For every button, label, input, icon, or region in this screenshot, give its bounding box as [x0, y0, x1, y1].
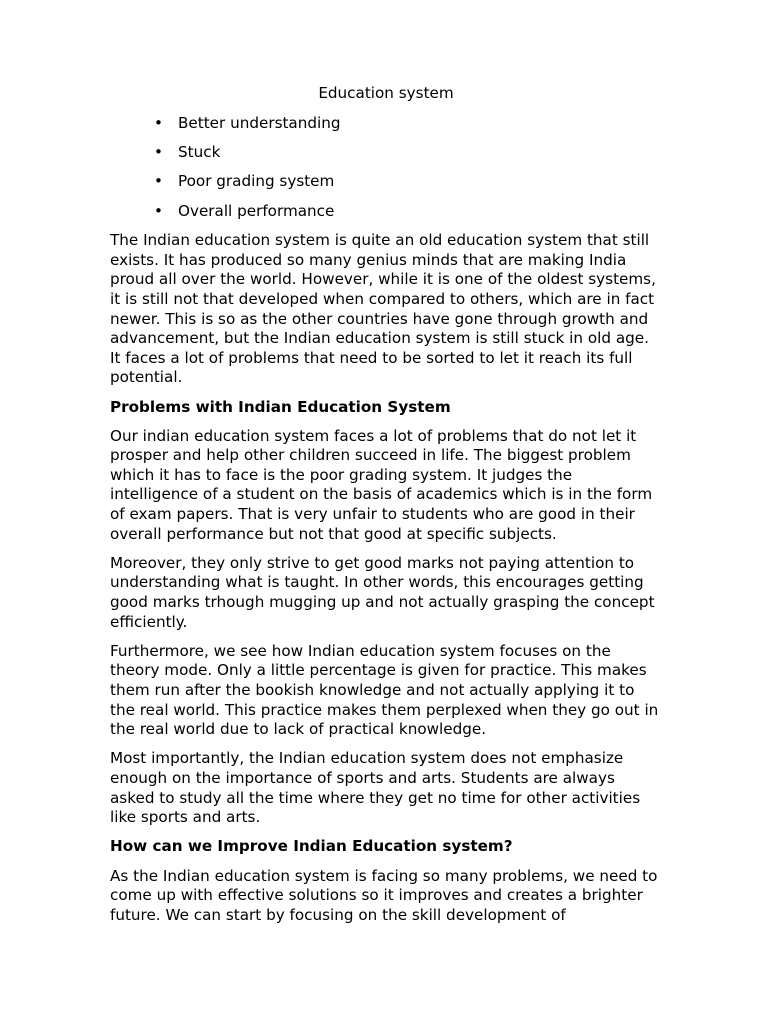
body-paragraph: As the Indian education system is facing so many problems, we need to come up with effective solutions so it improves and creates a brighter future. We can start by focusing on the skill development of [110, 866, 658, 924]
intro-paragraph: The Indian education system is quite an old education system that still exists. It has produced so many genius minds that are making India proud all over the world. However, while it is one of the oldest systems, it is still not that developed when compared to others, which are in fact newer. This is so as the other countries have gone through growth and advancement, but the Indian education system is still stuck in old age. It faces a lot of problems that need to be sorted to let it reach its full potential. [110, 231, 656, 387]
bullet-icon: • [154, 201, 163, 220]
section-heading-problems: Problems with Indian Education System [110, 397, 451, 416]
bullet-item [110, 202, 662, 222]
bullet-text: Overall performance [178, 201, 335, 220]
bullet-icon: • [154, 172, 163, 191]
body-paragraph: Furthermore, we see how Indian education system focuses on the theory mode. Only a little percentage is given for practice. This makes them run after the bookish knowledge and not actually applying it to the real world. This practice makes them perplexed when they go out in the real world due to lack of practical knowledge. [110, 641, 659, 739]
body-paragraph: Moreover, they only strive to get good marks not paying attention to understanding what is taught. In other words, this encourages getting good marks trhough mugging up and not actually grasping the concept efficiently. [110, 553, 655, 631]
section-heading-improve: How can we Improve Indian Education system? [110, 837, 513, 856]
bullet-text: Poor grading system [178, 172, 335, 191]
document-title: Education system [318, 84, 454, 102]
bullet-icon: • [154, 142, 163, 161]
bullet-item [110, 172, 662, 192]
bullet-text: Stuck [178, 142, 221, 161]
bullet-list [110, 114, 662, 222]
body-paragraph: Most importantly, the Indian education system does not emphasize enough on the importance of sports and arts. Students are always asked to study all the time where they get no time for other activities like sports and arts. [110, 749, 641, 827]
document-page [110, 84, 662, 935]
bullet-item [110, 143, 662, 163]
body-paragraph: Our indian education system faces a lot of problems that do not let it prosper and help other children succeed in life. The biggest problem which it has to face is the poor grading system. It judges the intelligence of a student on the basis of academics which is in the form of exam papers. That is very unfair to students who are good in their overall performance but not that good at specific subjects. [110, 426, 653, 543]
bullet-text: Better understanding [178, 113, 341, 132]
bullet-item [110, 114, 662, 134]
bullet-icon: • [154, 113, 163, 132]
